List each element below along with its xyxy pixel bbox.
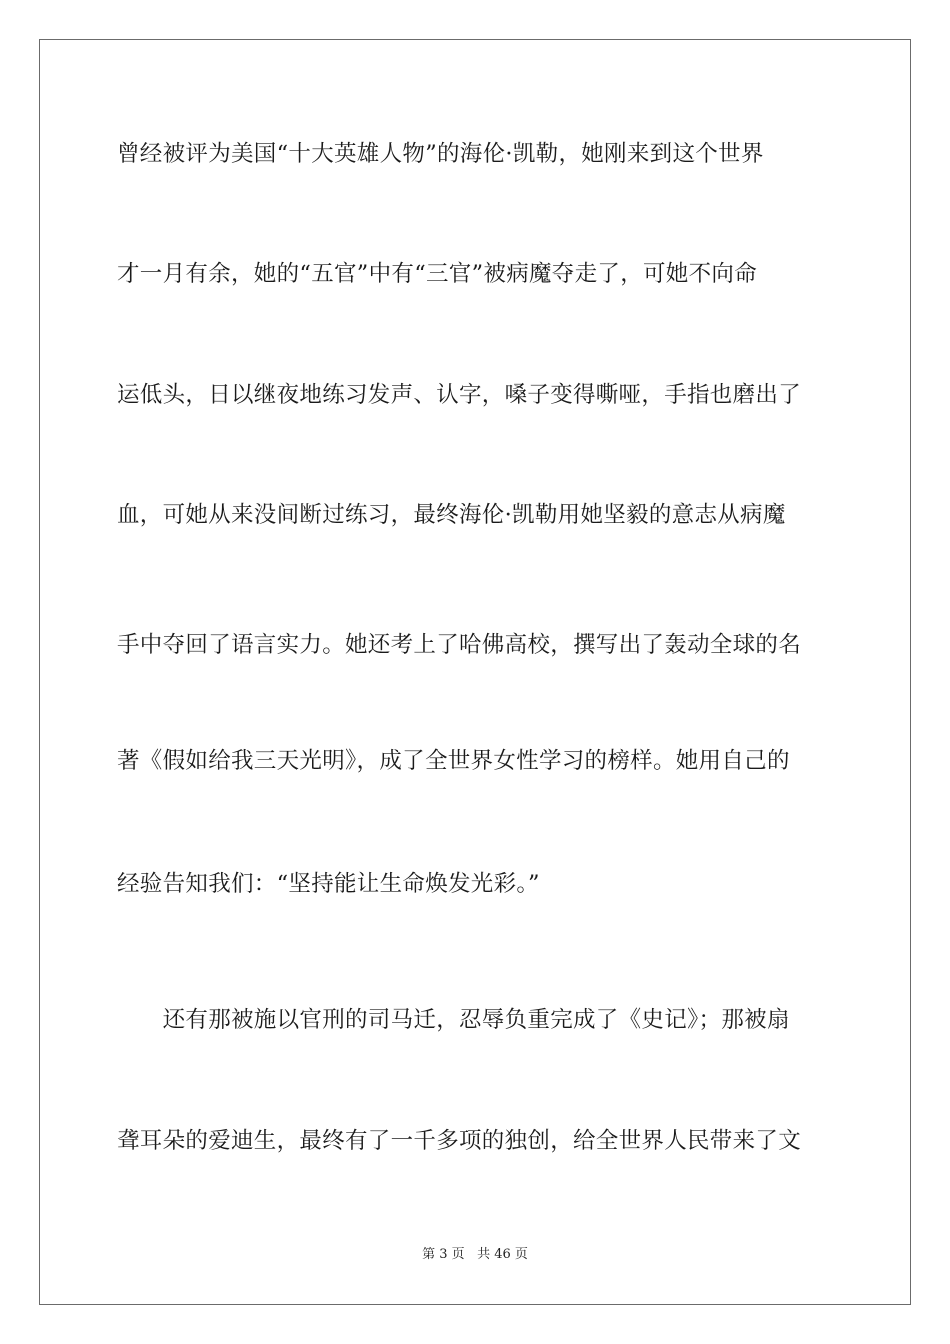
body-text-line: 运低头，日以继夜地练习发声、认字，嗓子变得嘶哑，手指也磨出了 [117, 382, 802, 408]
body-text-line: 还有那被施以官刑的司马迁，忍辱负重完成了《史记》；那被扇 [117, 1007, 790, 1033]
body-text-line: 手中夺回了语言实力。她还考上了哈佛高校，撰写出了轰动全球的名 [117, 632, 802, 658]
page-footer [0, 1247, 950, 1263]
page-total: 共 46 页 [477, 1247, 528, 1262]
body-text-line: 经验告知我们：“坚持能让生命焕发光彩。” [117, 871, 540, 897]
page-border [39, 39, 911, 1305]
body-text-line: 才一月有余，她的“五官”中有“三官”被病魔夺走了，可她不向命 [117, 261, 758, 287]
body-text-line: 著《假如给我三天光明》，成了全世界女性学习的榜样。她用自己的 [117, 748, 790, 774]
page-number: 第 3 页 [422, 1247, 465, 1262]
body-text-line: 聋耳朵的爱迪生，最终有了一千多项的独创，给全世界人民带来了文 [117, 1128, 802, 1154]
body-text-line: 曾经被评为美国“十大英雄人物”的海伦·凯勒，她刚来到这个世界 [117, 141, 764, 167]
body-text-line: 血，可她从来没间断过练习，最终海伦·凯勒用她坚毅的意志从病魔 [117, 502, 786, 528]
